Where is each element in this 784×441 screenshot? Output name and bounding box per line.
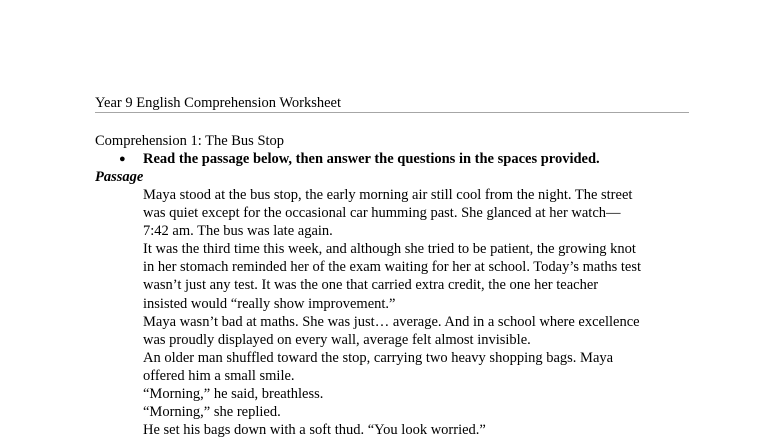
passage-line: was proudly displayed on every wall, average felt almost invisible.: [143, 331, 531, 348]
passage-line: It was the third time this week, and although she tried to be patient, the growing knot: [143, 241, 636, 258]
passage-line: 7:42 am. The bus was late again.: [143, 223, 333, 240]
worksheet-title: Year 9 English Comprehension Worksheet: [95, 95, 341, 111]
passage-line: was quiet except for the occasional car humming past. She glanced at her watch—: [143, 205, 621, 222]
passage-line: wasn’t just any test. It was the one that carried extra credit, the one her teacher: [143, 277, 599, 294]
passage-line: An older man shuffled toward the stop, carrying two heavy shopping bags. Maya: [143, 349, 614, 366]
passage-line: in her stomach reminded her of the exam waiting for her at school. Today’s maths test: [143, 259, 642, 276]
passage-line: Maya wasn’t bad at maths. She was just… average. And in a school where excellence: [143, 313, 640, 330]
bullet-icon: ●: [119, 153, 126, 165]
header-divider: [95, 112, 689, 113]
passage-line: “Morning,” he said, breathless.: [143, 386, 324, 403]
passage-line: insisted would “really show improvement.”: [143, 295, 396, 312]
passage-label: Passage: [95, 169, 144, 185]
passage-line: He set his bags down with a soft thud. “You look worried.”: [143, 422, 486, 439]
section-heading: Comprehension 1: The Bus Stop: [95, 133, 285, 149]
passage-line: Maya stood at the bus stop, the early morning air still cool from the night. The street: [143, 187, 633, 203]
passage-line: “Morning,” she replied.: [143, 404, 281, 421]
passage-line: offered him a small smile.: [143, 367, 295, 384]
instruction-text: Read the passage below, then answer the questions in the spaces provided.: [143, 151, 600, 167]
passage-body: [143, 186, 703, 439]
